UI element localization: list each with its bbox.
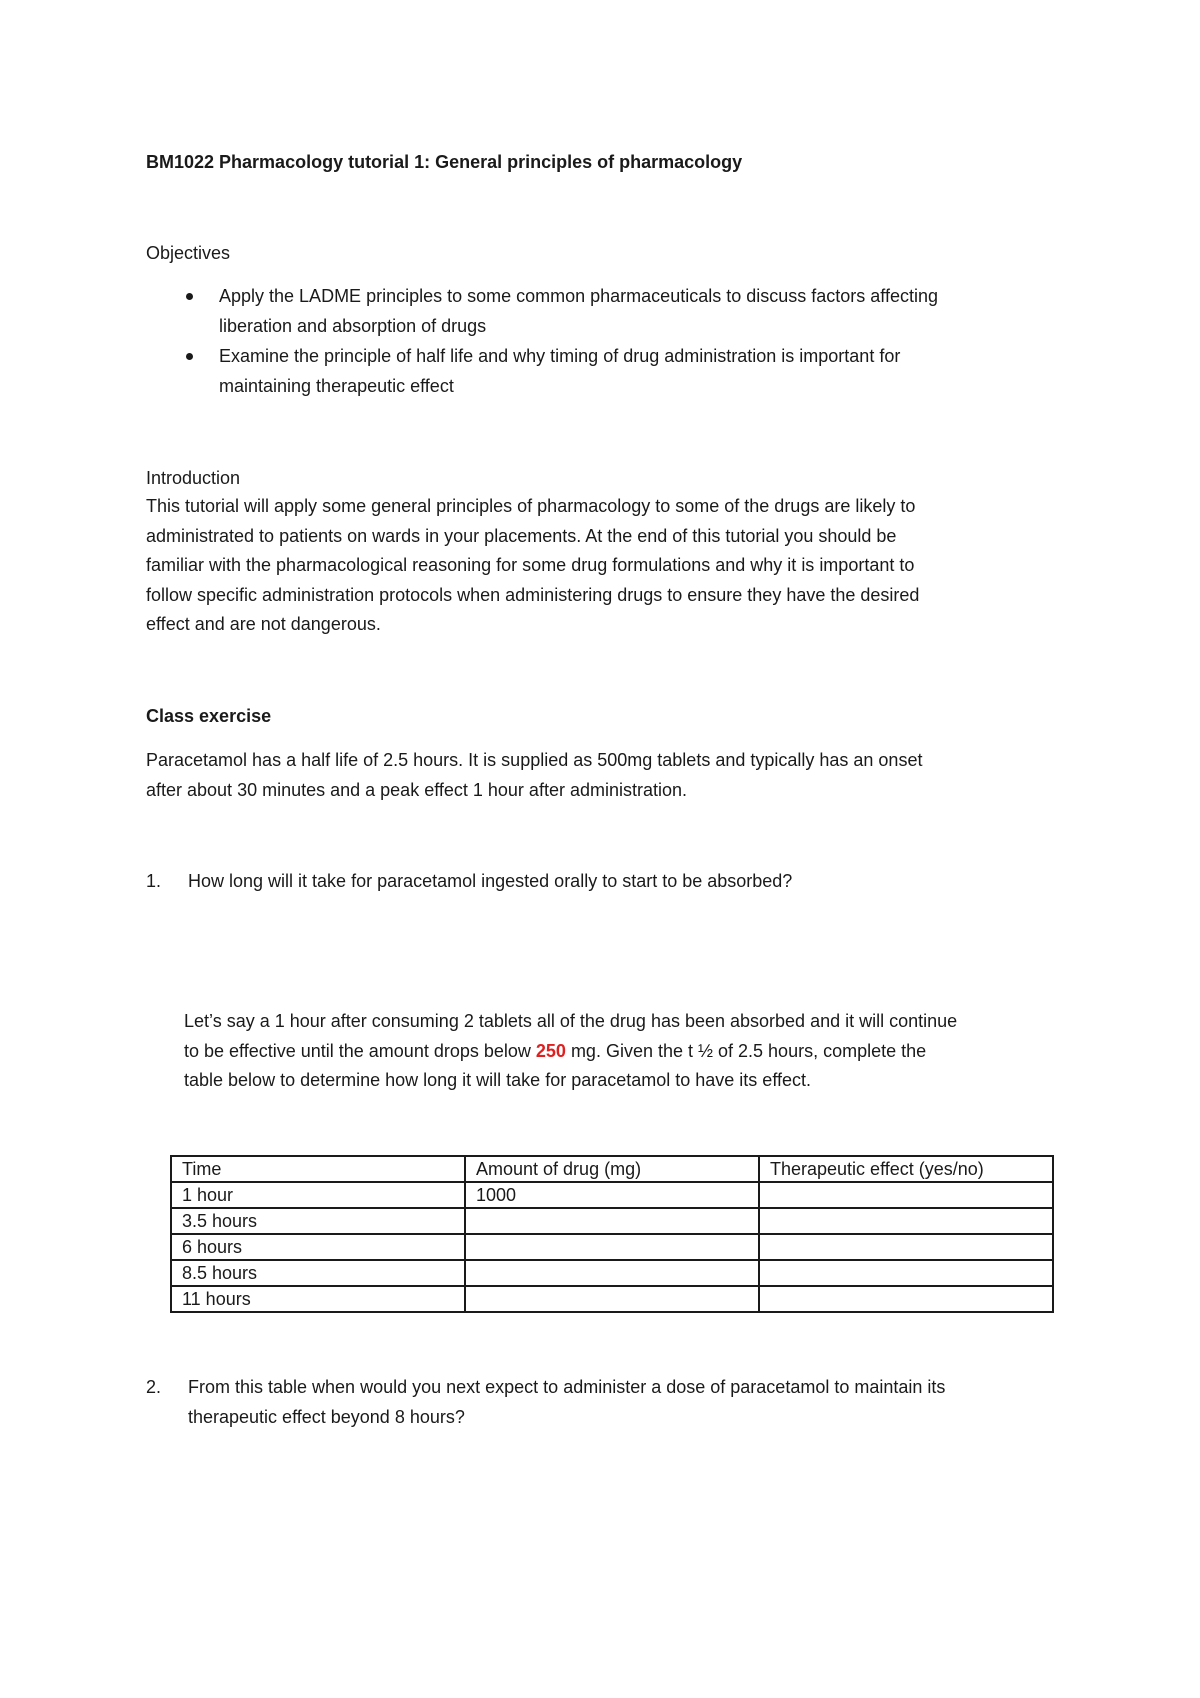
objective-item bbox=[146, 341, 1046, 401]
scenario-text: to be effective until the amount drops below bbox=[184, 1040, 536, 1061]
table-cell-amount[interactable]: 1000 bbox=[465, 1182, 759, 1208]
question-1 bbox=[146, 866, 792, 896]
bullet-icon bbox=[186, 353, 193, 360]
objective-item bbox=[146, 281, 1046, 341]
scenario-line bbox=[184, 1037, 957, 1067]
table-cell-amount[interactable] bbox=[465, 1286, 759, 1312]
question-line: therapeutic effect beyond 8 hours? bbox=[188, 1406, 465, 1427]
objective-line: liberation and absorption of drugs bbox=[219, 316, 487, 336]
scenario-line: table below to determine how long it will take for paracetamol to have its effect. bbox=[184, 1070, 812, 1090]
table-row bbox=[171, 1208, 1053, 1234]
question-2 bbox=[146, 1373, 945, 1432]
introduction-body bbox=[146, 492, 1066, 640]
table-row bbox=[171, 1260, 1053, 1286]
objective-line: maintaining therapeutic effect bbox=[219, 376, 454, 396]
question-line bbox=[146, 1373, 945, 1403]
table-header-cell: Time bbox=[171, 1156, 465, 1182]
table-cell-effect[interactable] bbox=[759, 1234, 1053, 1260]
dose-table bbox=[170, 1155, 1054, 1313]
table-header-row bbox=[171, 1156, 1053, 1182]
objectives-list bbox=[146, 281, 1046, 401]
table-header-cell: Amount of drug (mg) bbox=[465, 1156, 759, 1182]
table-cell-effect[interactable] bbox=[759, 1208, 1053, 1234]
introduction-heading: Introduction bbox=[146, 468, 241, 488]
table-row bbox=[171, 1234, 1053, 1260]
scenario-text: mg. Given the t ½ of 2.5 hours, complete the bbox=[565, 1040, 927, 1061]
bullet-icon bbox=[186, 293, 193, 300]
table-cell-effect[interactable] bbox=[759, 1260, 1053, 1286]
question-text: How long will it take for paracetamol ingested orally to start to be absorbed? bbox=[188, 871, 793, 891]
scenario-paragraph bbox=[184, 1007, 957, 1096]
threshold-value: 250 bbox=[535, 1040, 566, 1061]
introduction-line: follow specific administration protocols when administering drugs to ensure they have the desired bbox=[146, 584, 920, 605]
table-cell-time: 1 hour bbox=[171, 1182, 465, 1208]
table-row bbox=[171, 1286, 1053, 1312]
table-cell-amount[interactable] bbox=[465, 1208, 759, 1234]
table-cell-amount[interactable] bbox=[465, 1234, 759, 1260]
objective-line: Apply the LADME principles to some common pharmaceuticals to discuss factors affecting bbox=[219, 286, 938, 306]
objectives-heading: Objectives bbox=[146, 243, 231, 263]
introduction-line: effect and are not dangerous. bbox=[146, 614, 381, 634]
introduction-line: This tutorial will apply some general principles of pharmacology to some of the drugs are likely to bbox=[146, 496, 916, 516]
scenario-line: Let’s say a 1 hour after consuming 2 tablets all of the drug has been absorbed and it will continue bbox=[184, 1011, 958, 1031]
table-header-cell: Therapeutic effect (yes/no) bbox=[759, 1156, 1053, 1182]
paragraph-line: Paracetamol has a half life of 2.5 hours. It is supplied as 500mg tablets and typically has an onset bbox=[146, 750, 923, 770]
table-cell-time: 11 hours bbox=[171, 1286, 465, 1312]
question-text: From this table when would you next expect to administer a dose of paracetamol to maintain its bbox=[188, 1377, 946, 1397]
question-number: 2. bbox=[146, 1377, 162, 1397]
introduction-line: administrated to patients on wards in your placements. At the end of this tutorial you should be bbox=[146, 525, 897, 546]
class-exercise-paragraph bbox=[146, 746, 922, 805]
table-cell-time: 3.5 hours bbox=[171, 1208, 465, 1234]
introduction-line: familiar with the pharmacological reasoning for some drug formulations and why it is important to bbox=[146, 555, 915, 575]
table-cell-effect[interactable] bbox=[759, 1286, 1053, 1312]
table-cell-amount[interactable] bbox=[465, 1260, 759, 1286]
class-exercise-heading: Class exercise bbox=[146, 706, 272, 726]
table-cell-time: 8.5 hours bbox=[171, 1260, 465, 1286]
table-row bbox=[171, 1182, 1053, 1208]
objective-line: Examine the principle of half life and why timing of drug administration is important for bbox=[219, 346, 901, 366]
table-cell-time: 6 hours bbox=[171, 1234, 465, 1260]
question-number: 1. bbox=[146, 871, 162, 891]
paragraph-line: after about 30 minutes and a peak effect 1 hour after administration. bbox=[146, 779, 688, 800]
table-cell-effect[interactable] bbox=[759, 1182, 1053, 1208]
document-title: BM1022 Pharmacology tutorial 1: General principles of pharmacology bbox=[146, 152, 743, 172]
